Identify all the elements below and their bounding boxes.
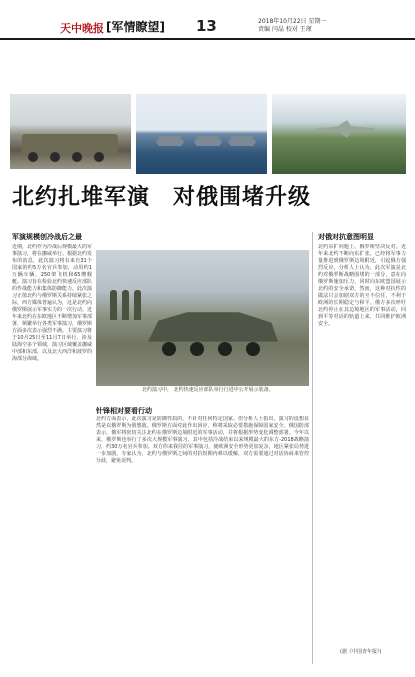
- wheel: [190, 342, 204, 356]
- soldier-figure: [134, 290, 141, 320]
- page-number: 13: [196, 17, 217, 35]
- source-byline: (据《中国青年报》): [340, 649, 382, 655]
- wheel: [218, 342, 232, 356]
- warships-photo: [136, 94, 267, 174]
- date-line: 2018年10月22日 星期一: [258, 18, 327, 25]
- wheel: [162, 342, 176, 356]
- aircraft-shape: [314, 120, 374, 138]
- middle-column-heading: 针锋相对要看行动: [96, 407, 152, 415]
- military-parade-photo: [96, 250, 309, 386]
- wheel: [246, 342, 260, 356]
- article-column-3: 北约东扩问题上，俄罗斯坚决反对。近年来北约不断向东扩张，已经将军事力量推进到俄罗斯边境附近，引起俄方强烈反应。分析人士认为，此次军演是北约对俄罗斯战略围堵的一部分，意在向俄罗斯施加压力，同时向东欧盟国展示北约的安全承诺。然而，这种对抗性的做法只会加剧双方的互不信任，不利于欧洲的长期稳定与和平。俄方多次呼吁北约停止在其边境地区的军事活动，回到平等对话的轨道上来，共同维护欧洲安全。: [318, 244, 406, 327]
- header-meta: [258, 18, 326, 34]
- soldier-figure: [110, 290, 117, 320]
- article-column-2: 北约方面表示，此次演习是防御性质的，不针对任何特定国家。但分析人士指出，演习的设想显然是以俄罗斯为假想敌。俄罗斯方面对此作出回应，称将采取必要措施保障国家安全。俄国防部表示，俄军将密切关注北约在俄罗斯边境附近的军事活动，并将根据形势变化调整部署。今年以来，俄罗斯也举行了多次大规模军事演习，其中包括冷战结束以来规模最大的东方-2018战略演习，约30万名官兵参加。双方你来我往的军事演习，使欧洲安全形势更加复杂，地区紧张局势进一步加剧。专家认为，北约与俄罗斯之间的对抗短期内难以缓解，双方需要通过对话协商来管控分歧，避免误判。: [96, 416, 309, 464]
- article-column-1: 近期，北约作为冷战后规模最大的军事演习，将在挪威举行。根据北约发布的消息，此次演习将有来自31个国家的约5万名官兵参加，动用约1万辆车辆、250架飞机和65艘舰艇。演习旨在检验北约快速反应部队的作战能力和集体防御能力。此次演习正值北约与俄罗斯关系持续紧张之际，西方媒体普遍认为，这是北约向俄罗斯展示军事实力的一次行动。近年来北约在东欧地区不断增加军事部署，频繁举行各类军事演习，俄罗斯方面多次表示强烈不满。主要演习将于10月25日至11月7日举行，涉及陆海空多个领域，演习区域覆盖挪威中部和东部，以及北大西洋和波罗的海部分海域。: [12, 244, 92, 362]
- wheel: [28, 152, 38, 162]
- section-tag: [军情瞭望]: [106, 20, 165, 34]
- ship-shape: [228, 136, 256, 146]
- wheel: [94, 152, 104, 162]
- page-header: [0, 0, 415, 40]
- right-column-heading: 对俄对抗意图明显: [318, 233, 374, 241]
- photo-caption: 北约演习中， 北约快速反应部队举行行进中公开展示装备。: [142, 387, 274, 393]
- ship-shape: [156, 136, 184, 146]
- main-headline: 北约扎堆军演 对俄围堵升级: [12, 185, 312, 210]
- armored-vehicle-photo: [10, 94, 131, 169]
- column-divider: [312, 232, 313, 664]
- staff-line: 责编 闫晶 校对 王瑾: [258, 26, 312, 33]
- ship-shape: [194, 136, 222, 146]
- newspaper-masthead: 天中晚报: [60, 22, 104, 35]
- fighter-jet-photo: [272, 94, 406, 174]
- soldier-figure: [122, 290, 129, 320]
- wheel: [50, 152, 60, 162]
- wheel: [72, 152, 82, 162]
- left-column-heading: 军演规模创冷战后之最: [12, 233, 82, 241]
